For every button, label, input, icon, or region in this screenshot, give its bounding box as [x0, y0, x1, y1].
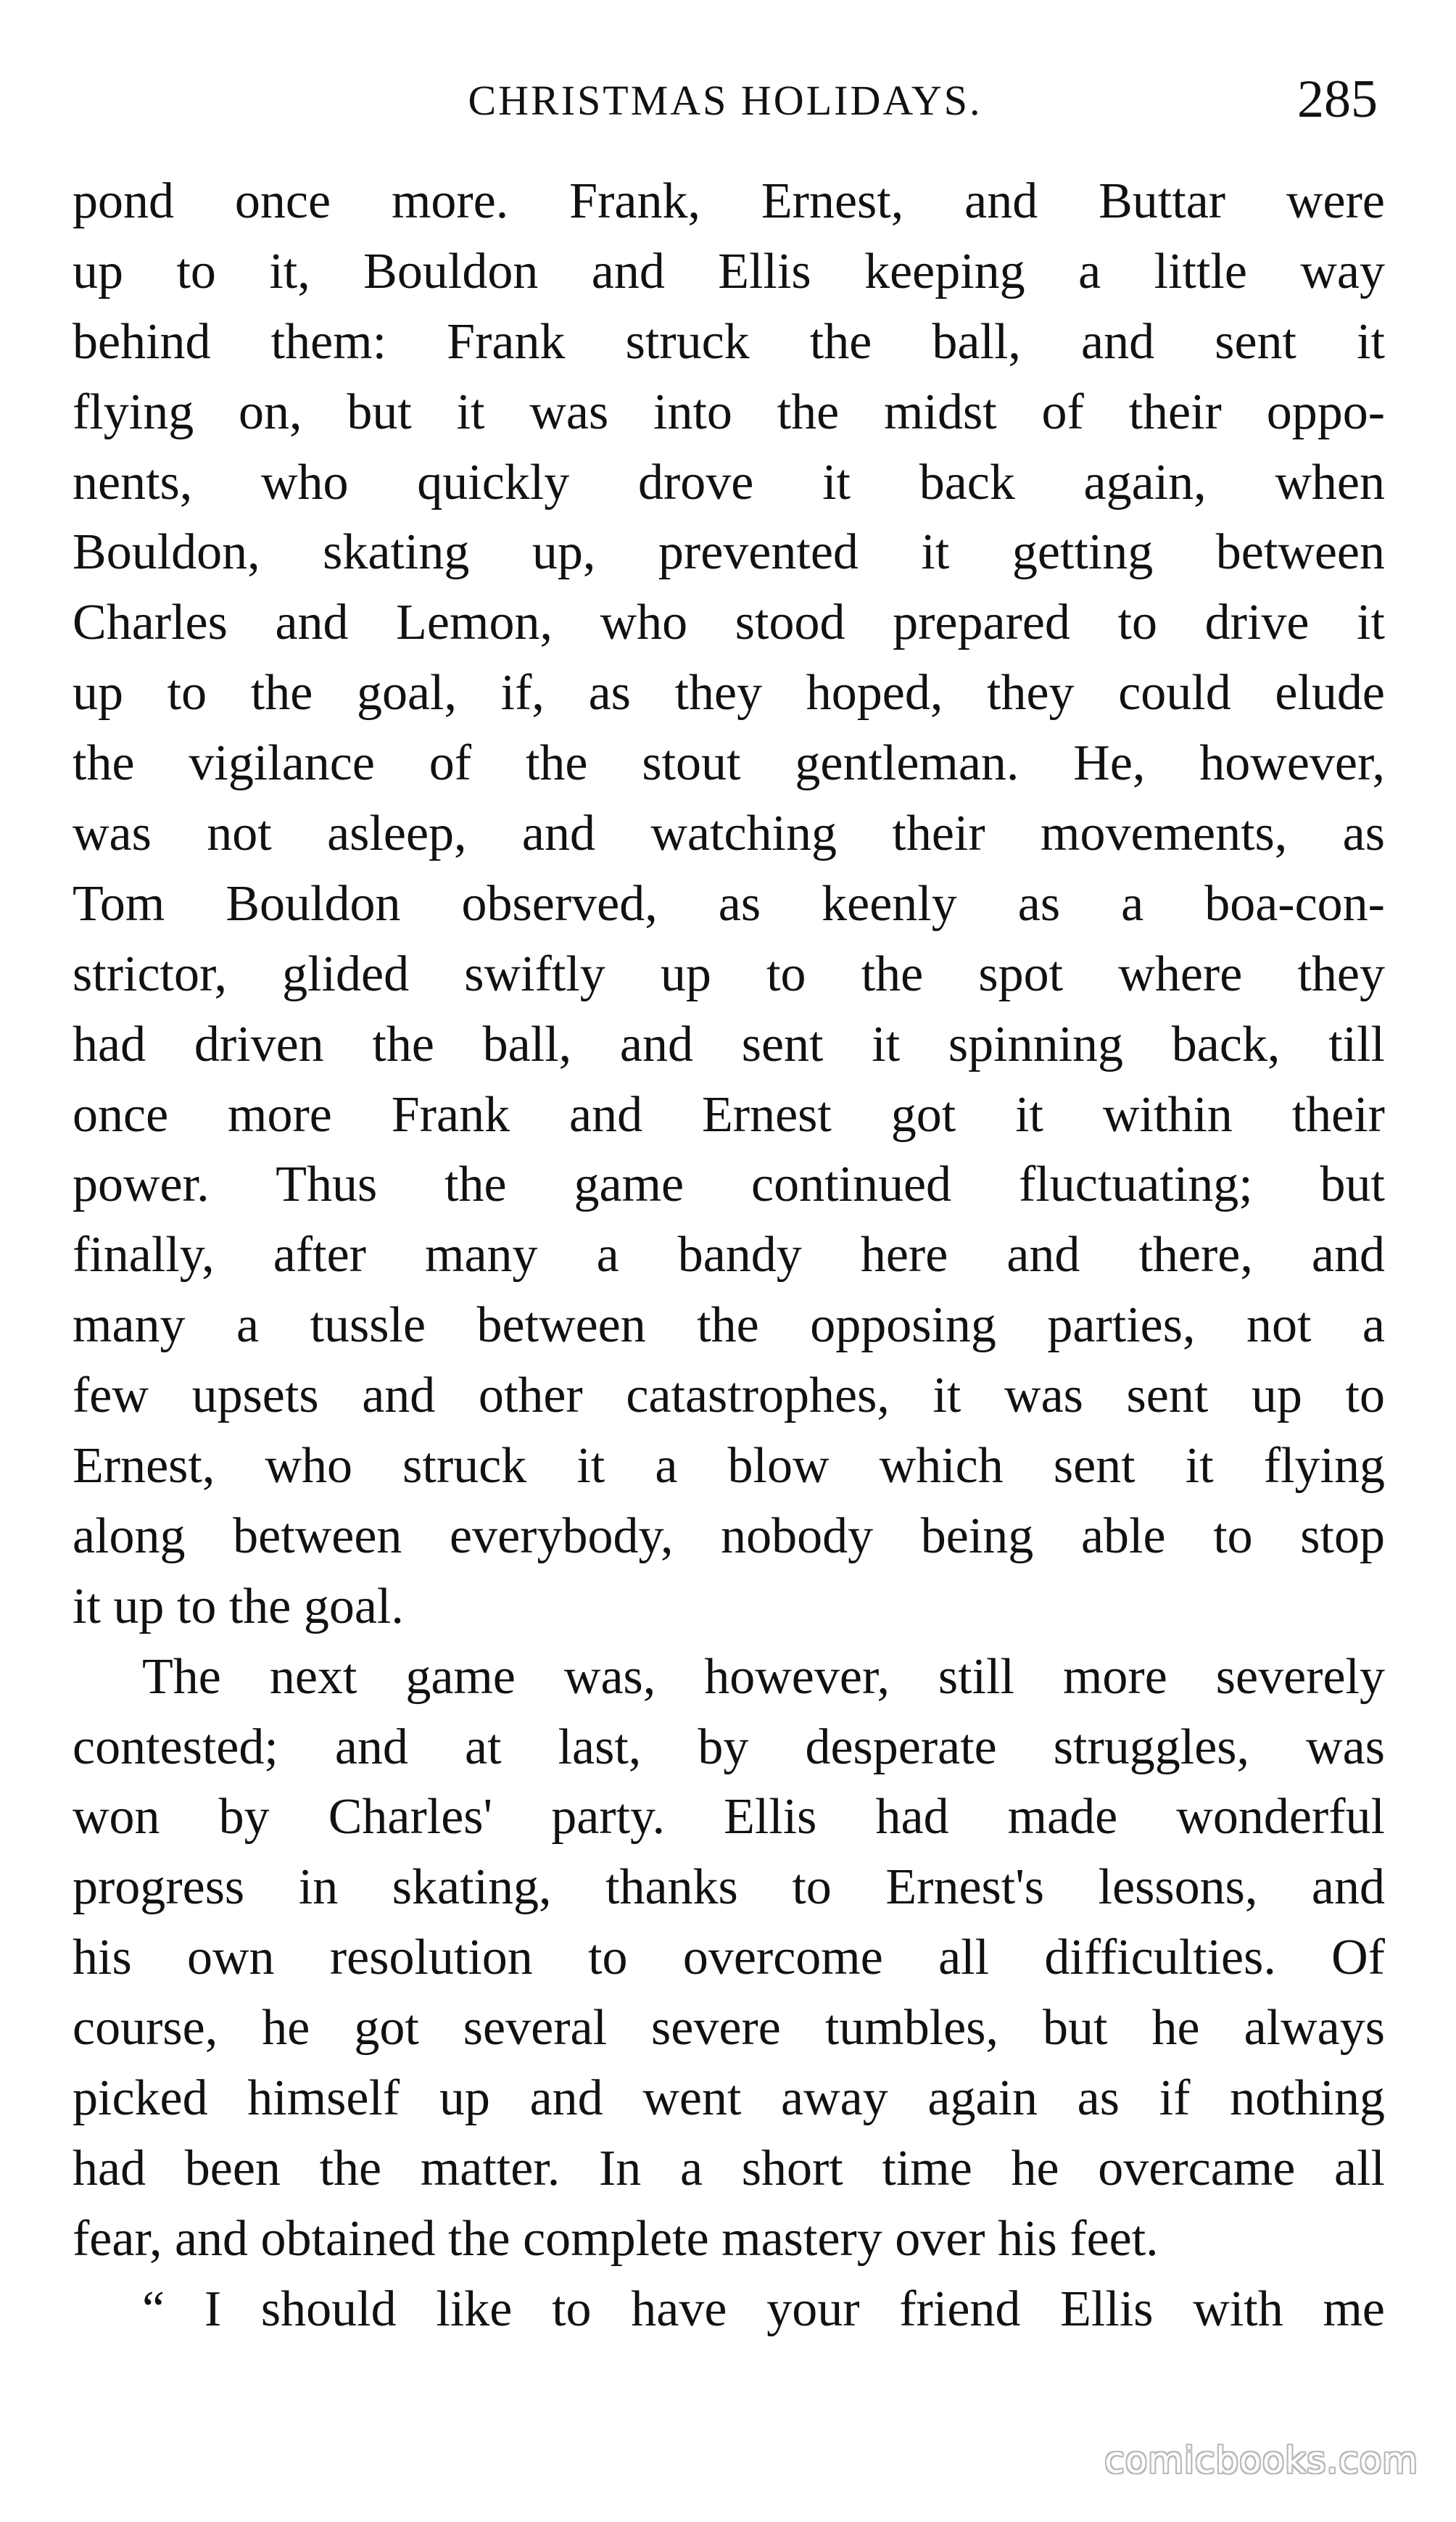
- paragraph-first-line: “ I should like to have your friend Ellis with me: [142, 2281, 1385, 2337]
- paragraph-first-line: The next game was, however, still more severely: [142, 1648, 1385, 1705]
- text-line: up to it, Bouldon and Ellis keeping a little way: [73, 243, 1385, 299]
- text-line: picked himself up and went away again as if nothing: [73, 2070, 1385, 2127]
- text-line: won by Charles' party. Ellis had made wonderful: [73, 1789, 1385, 1845]
- body-text: [73, 167, 1385, 2345]
- paragraph-end-line: it up to the goal.: [73, 1578, 404, 1634]
- text-line: the vigilance of the stout gentleman. He, however,: [73, 735, 1385, 792]
- running-head: [73, 69, 1378, 127]
- text-line: his own resolution to overcome all difficulties. Of: [73, 1930, 1385, 1986]
- text-line: finally, after many a bandy here and there, and: [73, 1227, 1385, 1283]
- text-line: course, he got several severe tumbles, but he always: [73, 2000, 1385, 2056]
- text-line: up to the goal, if, as they hoped, they could elude: [73, 665, 1385, 722]
- text-line: contested; and at last, by desperate struggles, was: [73, 1719, 1385, 1775]
- running-title: CHRISTMAS HOLIDAYS.: [468, 77, 983, 124]
- text-line: once more Frank and Ernest got it within their: [73, 1086, 1385, 1143]
- text-line: was not asleep, and watching their movements, as: [73, 806, 1385, 862]
- text-line: pond once more. Frank, Ernest, and Buttar were: [73, 173, 1385, 229]
- text-line: power. Thus the game continued fluctuating; but: [73, 1157, 1385, 1213]
- text-line: strictor, glided swiftly up to the spot where they: [73, 946, 1385, 1002]
- paragraph-end-line: fear, and obtained the complete mastery over his feet.: [73, 2210, 1159, 2267]
- watermark: comicbooks.com: [1104, 2439, 1418, 2481]
- text-line: Bouldon, skating up, prevented it getting between: [73, 524, 1385, 581]
- text-line: Tom Bouldon observed, as keenly as a boa-con-: [73, 875, 1385, 932]
- text-line: few upsets and other catastrophes, it was sent up to: [73, 1368, 1385, 1424]
- page-number: 285: [1297, 70, 1378, 129]
- text-line: Charles and Lemon, who stood prepared to drive it: [73, 595, 1385, 651]
- text-line: Ernest, who struck it a blow which sent it flying: [73, 1438, 1385, 1494]
- text-line: nents, who quickly drove it back again, when: [73, 454, 1385, 510]
- text-line: flying on, but it was into the midst of their oppo-: [73, 384, 1385, 440]
- text-line: had driven the ball, and sent it spinning back, till: [73, 1016, 1385, 1072]
- text-line: progress in skating, thanks to Ernest's lessons, and: [73, 1859, 1385, 1916]
- text-line: behind them: Frank struck the ball, and sent it: [73, 313, 1385, 370]
- text-line: many a tussle between the opposing parties, not a: [73, 1297, 1385, 1354]
- text-line: along between everybody, nobody being able to stop: [73, 1508, 1385, 1564]
- text-line: had been the matter. In a short time he overcame all: [73, 2140, 1385, 2196]
